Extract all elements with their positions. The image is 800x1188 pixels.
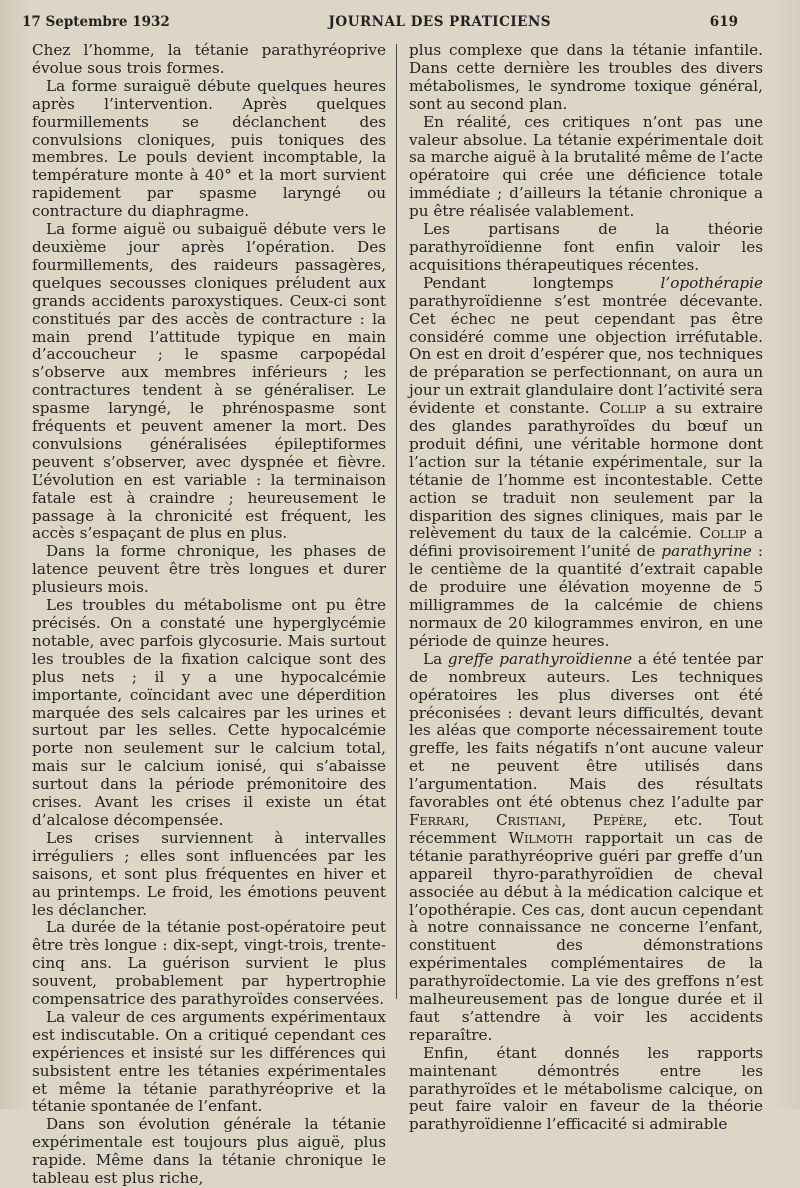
text-run: , etc. Tout récemment xyxy=(409,810,763,847)
paragraph: Les troubles du métabolisme ont pu être précisés. On a constaté une hyperglycémie notable, avec parfois glycosurie. Mais surtout les troubles de la fixation calcique sont des plus nets ; il y a une hypocalcémie importante, coïncidant avec une déperdition marquée des sels calcaires par les urines et surtout par les selles. Cette hypocalcémie porte non seulement sur le calcium total, mais sur le calcium ionisé, qui s’abaisse surtout dans la période prémonitoire des crises. Avant les crises il existe un état d’alcalose décompensée. xyxy=(32,596,386,829)
text-run: , xyxy=(464,810,497,829)
emphasis: greffe parathyroïdienne xyxy=(447,649,633,668)
author-name: Cristiani xyxy=(496,810,562,829)
paragraph: Enfin, étant donnés les rapports maintenant démontrés entre les parathyroïdes et le métabolisme calcique, on peut faire valoir en faveur de la théorie parathyroïdienne l’efficacité si admirable xyxy=(409,1043,763,1134)
header-journal-title: JOURNAL DES PRATICIENS xyxy=(328,14,552,30)
paragraph: En réalité, ces critiques n’ont pas une valeur absolue. La tétanie expérimentale doit sa marche aiguë à la brutalité même de l’acte opératoire qui crée une déficience totale immédiate ; d’ailleurs la tétanie chronique a pu être réalisée valablement. xyxy=(409,112,763,221)
text-run: Pendant longtemps xyxy=(423,273,661,292)
paragraph: La valeur de ces arguments expérimentaux est indiscutable. On a critiqué cependant ces expériences et insisté sur les différences qui subsistent entre les tétanies expérimentales et même la tétanie parathyréoprive et la tétanie spontanée de l’enfant. xyxy=(32,1007,386,1116)
text-run: parathyroïdienne s’est montrée décevante. Cet échec ne peut cependant pas être considéré comme une objection irréfutable. On est en droit d’espérer que, nos techniques de préparation se perfectionnant, on aura un jour un extrait glandulaire dont l’activité sera évidente et constante. xyxy=(409,291,763,418)
left-column xyxy=(32,42,386,1188)
paragraph xyxy=(409,275,763,651)
paragraph: La forme aiguë ou subaiguë débute vers le deuxième jour après l’opération. Des fourmillements, des raideurs passagères, quelques secousses cloniques préludent aux grands accidents paroxystiques. Ceux-ci sont constitués par des accès de contracture : la main prend l’attitude typique en main d’accoucheur ; le spasme carpopédal s’observe aux membres inférieurs ; les contractures tendent à se généraliser. Le spasme laryngé, le phrénospasme sont fréquents et peuvent amener la mort. Des convulsions généralisées épileptiformes peuvent s’observer, avec dyspnée et fièvre. L’évolution en est variable : la terminaison fatale est à craindre ; heureusement le passage à la chronicité est fréquent, les accès s’espaçant de plus en plus. xyxy=(32,220,386,543)
text-run: a été tentée par de nombreux auteurs. Les techniques opératoires les plus diverses ont été préconisées : devant leurs difficultés, devant les aléas que comporte nécessairement toute greffe, les faits négatifs n’ont aucune valeur et ne peuvent être utilisés dans l’argumentation. Mais des résultats favorables ont été obtenus chez l’adulte par xyxy=(409,649,764,812)
column-divider xyxy=(396,44,397,999)
text-run: a défini provisoirement l’unité de xyxy=(409,524,763,561)
text-run: , xyxy=(561,810,593,829)
text-run: La xyxy=(423,649,448,668)
text-run: rapportait un cas de tétanie parathyréoprive guéri par greffe d’un appareil thyro-parathyroïdien de cheval associée au début à la médication calcique et l’opothérapie. Ces cas, dont aucun cependant à notre connaissance ne concerne l’enfant, constituent des démonstrations expérimentales complémentaires de la parathyroïdectomie. La vie des greffons n’est malheureusement pas de longue durée et il faut s’attendre à voir les accidents reparaître. xyxy=(409,828,763,1044)
paragraph: Les crises surviennent à intervalles irréguliers ; elles sont influencées par les saisons, et sont plus fréquentes en hiver et au printemps. Le froid, les émotions peuvent les déclancher. xyxy=(32,828,386,919)
paragraph: Chez l’homme, la tétanie parathyréoprive évolue sous trois formes. xyxy=(32,41,386,77)
author-name: Wilmoth xyxy=(508,828,573,847)
paragraph: La forme suraiguë débute quelques heures après l’intervention. Après quelques fourmillements se déclanchent des convulsions cloniques, puis toniques des membres. Le pouls devient incomptable, la température monte à 40° et la mort survient rapidement par spasme laryngé ou contracture du diaphragme. xyxy=(32,76,386,221)
header-page-number: 619 xyxy=(709,14,738,30)
author-name: Ferrari xyxy=(409,810,465,829)
paragraph xyxy=(409,651,763,1045)
paragraph: plus complexe que dans la tétanie infantile. Dans cette dernière les troubles des divers métabolismes, le syndrome toxique général, sont au second plan. xyxy=(409,41,763,113)
emphasis: l’opothérapie xyxy=(660,273,763,292)
paragraph: Les partisans de la théorie parathyroïdienne font enfin valoir les acquisitions thérapeutiques récentes. xyxy=(409,220,763,274)
paragraph: Dans la forme chronique, les phases de latence peuvent être très longues et durer plusieurs mois. xyxy=(32,542,386,597)
author-name: Collip xyxy=(599,399,647,418)
text-run: : le centième de la quantité d’extrait capable de produire une élévation moyenne de 5 milligrammes de la calcémie de chiens normaux de 20 kilogrammes environ, en une période de quinze heures. xyxy=(409,542,763,650)
author-name: Pepère xyxy=(592,810,643,829)
text-run: a su extraire des glandes parathyroïdes du bœuf un produit défini, une véritable hormone dont l’action sur la tétanie expérimentale, sur la tétanie de l’homme est incontestable. Cette action se traduit non seulement par la disparition des signes cliniques, mais par le relèvement du taux de la calcémie. xyxy=(409,399,763,543)
paragraph: La durée de la tétanie post-opératoire peut être très longue : dix-sept, vingt-trois, trente-cinq ans. La guérison survient le plus souvent, probablement par hypertrophie compensatrice des parathyroïdes conservées. xyxy=(32,918,386,1009)
header-date: 17 Septembre 1932 xyxy=(22,14,170,30)
emphasis: parathyrine xyxy=(661,542,752,561)
running-header xyxy=(22,14,786,36)
right-column xyxy=(409,42,763,1188)
paragraph: Dans son évolution générale la tétanie expérimentale est toujours plus aiguë, plus rapide. Même dans la tétanie chronique le tableau est plus riche, xyxy=(32,1115,386,1188)
text-columns xyxy=(22,42,786,1188)
author-name: Collip xyxy=(699,524,747,543)
